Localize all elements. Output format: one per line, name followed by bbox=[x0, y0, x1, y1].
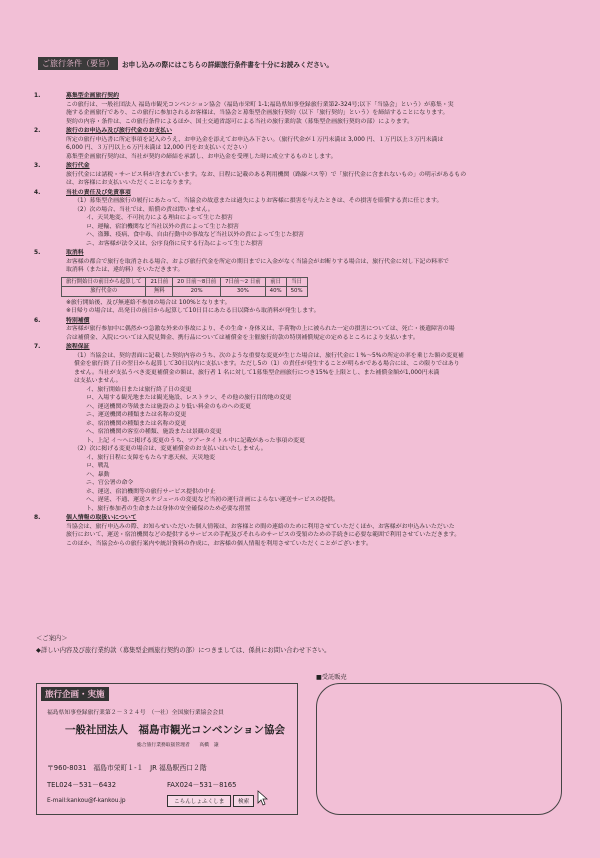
section-subitem: ハ、暴動 bbox=[86, 471, 110, 478]
section-subitem: ト、旅行参加者の生命または身体の安全確保のため必要な措置 bbox=[86, 505, 251, 512]
section-title: 特別補償 bbox=[66, 317, 90, 324]
section-6 bbox=[34, 317, 566, 343]
section-note: ※旅行開始後、及び無連絡不参加の場合は 100%となります。 bbox=[66, 299, 231, 306]
section-subitem: ホ、宿泊機関の種類または名称の変更 bbox=[86, 420, 187, 427]
section-subitem: ハ、運送機関の等級または施設のより低い料金のものへの変更 bbox=[86, 403, 251, 410]
section-subitem: ロ、戦乱 bbox=[86, 463, 110, 469]
section-paragraph: 所定の旅行申込書に所定事項を記入のうえ、お申込金を添えてお申込み下さい。（旅行代金が１万円未満は 3,000 円、１万円以上３万円未満は bbox=[66, 136, 444, 143]
guide-label: ＜ご案内＞ bbox=[36, 635, 68, 642]
section-body bbox=[66, 127, 566, 161]
section-paragraph: 取消料（または、違約料）をいただきます。 bbox=[66, 267, 184, 273]
table-cell: 無料 bbox=[146, 287, 173, 297]
section-item: （2）次の場合、当社では、賠償の責は問いません。 bbox=[74, 206, 214, 213]
company-address: 〒960-8031 福島市栄町１-１ JR 福島駅西口２階 bbox=[47, 764, 207, 772]
section-8 bbox=[34, 514, 566, 548]
conditions-sections bbox=[34, 92, 566, 549]
section-paragraph: 当協会は、旅行申込みの際、お知らせいただいた個人情報は、お客様との間の連絡のために利用させていただくほか、お客様がお申込みいただいた bbox=[66, 523, 455, 530]
section-subitem: ロ、入場する観光地または観光施設、レストラン、その他の旅行目的地の変更 bbox=[86, 395, 292, 401]
section-item: （1）募集型企画旅行の履行にあたって、当協会の故意または過失によりお客様に損害を与えたときは、その損害を賠償する責に任じます。 bbox=[74, 198, 443, 204]
table-cell: 20% bbox=[173, 287, 221, 297]
section-paragraph: 募集型企画旅行契約は、当社が契約の締結を承諾し、お申込金を受理した時に成立するものとします。 bbox=[66, 153, 337, 160]
site-name-box[interactable]: こらんしょふくしま bbox=[167, 795, 231, 807]
section-paragraph: は、お客様にお支払いいただくことになります。 bbox=[66, 180, 196, 186]
section-paragraph: この旅行は、一般社団法人 福島市観光コンベンション協会（福島市栄町 1-1;福島県知事登録旅行業第2-324号;以下「当協会」という）が募集・実 bbox=[66, 101, 454, 108]
company-email[interactable]: E-mail:kankou@f-kankou.jp bbox=[47, 798, 126, 804]
section-subitem: ニ、官公署の命令 bbox=[86, 480, 134, 486]
table-row bbox=[62, 277, 308, 287]
cursor-icon bbox=[256, 790, 268, 806]
search-button[interactable]: 検索 bbox=[233, 795, 254, 807]
section-number: 5. bbox=[34, 250, 41, 256]
section-subitem: イ、旅行開始日または旅行終了日の変更 bbox=[86, 386, 192, 393]
cancellation-table bbox=[61, 277, 308, 297]
table-cell: 前日 bbox=[265, 277, 286, 287]
section-subitem: イ、天災地変、不可抗力による理由によって生じた損害 bbox=[86, 215, 233, 221]
section-body bbox=[66, 317, 566, 343]
section-number: 6. bbox=[34, 317, 41, 324]
table-cell: 40% bbox=[265, 287, 286, 297]
table-cell: 30% bbox=[221, 287, 266, 297]
table-cell: 当日 bbox=[286, 277, 307, 287]
section-paragraph: 施する企画旅行であり、この旅行に参加されるお客様は、当協会と募集型企画旅行契約（以下「旅行契約」という）を締結することになります。 bbox=[66, 110, 449, 116]
section-title: 募集型企画旅行契約 bbox=[66, 93, 120, 99]
table-cell: 20 日前～8日前 bbox=[173, 277, 221, 287]
section-5 bbox=[34, 249, 566, 316]
table-cell: 50% bbox=[286, 287, 307, 297]
company-manager: 総合旅行業務取扱管理者 高橋 譲 bbox=[137, 743, 219, 748]
table-cell: 7日前～2 日前 bbox=[221, 277, 266, 287]
table-row bbox=[62, 287, 308, 297]
section-subitem: ハ、盗難、疫病、食中毒、自由行動中の事故など当社以外の責によって生じた損害 bbox=[86, 232, 304, 238]
section-subitem: ホ、運送、宿泊機関等の旅行サービス提供の中止 bbox=[86, 488, 216, 495]
section-number: 7. bbox=[34, 344, 41, 350]
section-paragraph: 旅行代金には諸税・サービス料が含まれています。なお、日程に記載のある利用機関（路線バス等）で「旅行代金に含まれないもの」の明示があるもの bbox=[66, 171, 467, 178]
section-1 bbox=[34, 92, 566, 126]
section-number: 8. bbox=[34, 515, 41, 521]
conditions-badge: ご旅行条件（要旨） bbox=[38, 57, 118, 70]
section-subitem: ニ、お客様が法令又は、公序良俗に反する行為によって生じた損害 bbox=[86, 240, 263, 247]
section-title: 個人情報の取扱いについて bbox=[66, 515, 137, 521]
section-body bbox=[66, 343, 566, 513]
section-subitem: ニ、運送機関の種類または名称の変更 bbox=[86, 412, 187, 418]
section-4 bbox=[34, 189, 566, 249]
section-number: 2. bbox=[34, 128, 41, 134]
section-item: （2）次に掲げる変更の場合は、変更補償金のお支払いはいたしません。 bbox=[74, 446, 267, 452]
section-3 bbox=[34, 162, 566, 188]
section-item: 償金を旅行終了日の翌日から起算して30日以内に支払います。ただし5の（1）の責任が発生することが明らかである場合には、この限りではあり bbox=[74, 361, 460, 367]
section-body bbox=[66, 514, 566, 548]
company-fax: FAX024－531－8165 bbox=[167, 781, 237, 789]
company-box bbox=[36, 683, 298, 815]
section-title: 旅程保証 bbox=[66, 344, 90, 350]
company-registration: 福島県知事登録旅行業第２－３２４号 （一社）全国旅行業協会会員 bbox=[47, 710, 224, 716]
guide-note: ◆詳しい内容及び旅行業約款（募集型企画旅行契約の部）につきましては、係員にお問い合わせ下さい。 bbox=[36, 647, 331, 654]
section-subitem: ト、上記 イ～へに掲げる変更のうち、ツアータイトル中に記載があった事項の変更 bbox=[86, 437, 305, 444]
section-title: 旅行代金 bbox=[66, 163, 90, 169]
company-tel: TEL024－531－6432 bbox=[47, 781, 117, 789]
section-number: 3. bbox=[34, 163, 41, 169]
section-subitem: へ、宿泊機関の客室の種類、施設または景観の変更 bbox=[86, 429, 222, 435]
sales-box bbox=[316, 683, 562, 815]
section-title: 旅行のお申込み及び旅行代金のお支払い bbox=[66, 128, 173, 134]
section-paragraph: お客様が旅行参加中に偶然かつ急激な外来の事故により、その生命・身体又は、手荷物の上に被られた一定の損害については、死亡・後遺障害の場 bbox=[66, 326, 455, 332]
section-2 bbox=[34, 127, 566, 161]
section-title: 当社の責任及び免責事項 bbox=[66, 189, 131, 196]
conditions-intro: お申し込みの際にはこちらの詳細旅行条件書を十分にお読みください。 bbox=[122, 60, 333, 69]
section-item: （1）当協会は、契約書面に記載した契約内容のうち、次のような重要な変更が生じた場合は、旅行代金に１%～5%の所定の率を乗じた額の変更補 bbox=[74, 352, 464, 359]
table-cell: 旅行代金の bbox=[62, 287, 146, 297]
section-body bbox=[66, 162, 566, 188]
sales-label: ■受託販売 bbox=[316, 674, 347, 681]
section-paragraph: お客様の都合で旅行を取消される場合、および旅行代金を所定の期日までに入金がなく当協会がお断りする場合は、旅行代金に対し下記の料率で bbox=[66, 258, 449, 265]
section-subitem: ロ、運輸、宿泊機関など当社以外の責によって生じた損害 bbox=[86, 223, 239, 230]
section-subitem: へ、遅延、不通、運送スケジュールの変更など当初の運行計画によらない運送サービスの提供。 bbox=[86, 497, 339, 503]
section-body bbox=[66, 92, 566, 126]
section-number: 1. bbox=[34, 93, 41, 99]
section-paragraph: このほか、当協会からの旅行案内や統計資料の作成に、お客様の個人情報を利用させていただくことがございます。 bbox=[66, 540, 372, 547]
section-body bbox=[66, 189, 566, 249]
section-item: は支払いません。 bbox=[74, 378, 122, 384]
company-name: 一般社団法人 福島市観光コンベンション協会 bbox=[65, 724, 286, 736]
section-paragraph: 6,000 円、３万円以上６万円未満は 12,000 円をお支払いください） bbox=[66, 145, 251, 151]
section-paragraph: 合は補償金、入院については入院見舞金、携行品については補償金を主催旅行約款の特別補償規定の定めるところにより支払います。 bbox=[66, 334, 419, 341]
section-item: ません。当社が支払うべき変更補償金の額は、旅行者 1 名に対して1募集型企画旅行につき15%を上限とし、また補償金額が1,000円未満 bbox=[74, 369, 440, 376]
section-body bbox=[66, 249, 566, 316]
table-cell: 21日前 bbox=[146, 277, 173, 287]
table-cell: 旅行開始日の前日から起算して bbox=[62, 277, 146, 287]
section-number: 4. bbox=[34, 189, 41, 196]
section-paragraph: 旅行において、運送・宿泊機関などの提供するサービスの手配及びそれらのサービスの受領のための手続きに必要な範囲で利用させていただきます。 bbox=[66, 532, 461, 538]
conditions-header bbox=[38, 57, 333, 70]
section-paragraph: 契約の内容・条件は、この旅行条件によるほか、国土交通省認可による当社の旅行業約款（募集型企画旅行契約の部）によります。 bbox=[66, 118, 414, 125]
section-subitem: イ、旅行日程に支障をもたらす悪天候、天災地変 bbox=[86, 454, 216, 461]
company-head: 旅行企画・実施 bbox=[41, 687, 109, 701]
section-note: ※日帰りの場合は、出発日の前日から起算して10日目にあたる日以降から取消料が発生します。 bbox=[66, 308, 320, 314]
section-7 bbox=[34, 343, 566, 513]
section-title: 取消料 bbox=[66, 250, 84, 256]
